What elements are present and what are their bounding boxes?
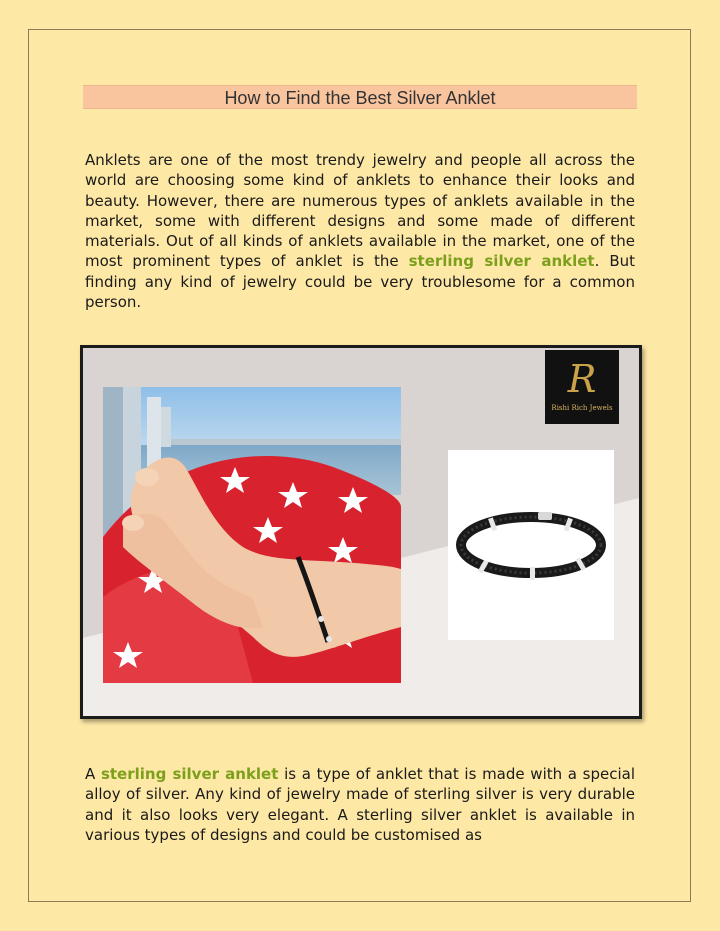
definition-text-end: is a type of anklet that is made with a special alloy of silver. Any kind of jewelry made of sterling silver is very durable and it also looks very elegant. A sterling silver anklet is available in various types of designs and could be customised as	[85, 765, 636, 844]
intro-paragraph	[85, 150, 635, 312]
intro-text-end: . But finding any kind of jewelry could be very troublesome for a common person.	[85, 252, 636, 312]
sterling-silver-anklet-link[interactable]: sterling silver anklet	[408, 252, 595, 271]
foot-illustration	[103, 387, 401, 683]
definition-text-start: A	[85, 765, 101, 783]
brand-logo	[545, 350, 619, 424]
anklet-product-photo	[448, 450, 614, 640]
product-banner-image	[80, 345, 642, 719]
anklet-illustration	[448, 450, 614, 640]
logo-wordmark: Rishi Rich Jewels	[551, 404, 613, 412]
definition-paragraph	[85, 764, 635, 845]
logo-monogram: R	[567, 357, 597, 401]
sterling-silver-anklet-link-2[interactable]: sterling silver anklet	[100, 765, 279, 783]
page-title: How to Find the Best Silver Anklet	[83, 85, 637, 109]
intro-text-start: Anklets are one of the most trendy jewelry and people all across the world are choosing some kind of anklets to enhance their looks and beauty. However, there are numerous types of anklets available in the market, some with different designs and some made of different materials. Out of all kinds of anklets available in the market, one of the most prominent types of anklet is the	[85, 151, 635, 271]
anklet-on-foot-photo	[103, 387, 401, 683]
